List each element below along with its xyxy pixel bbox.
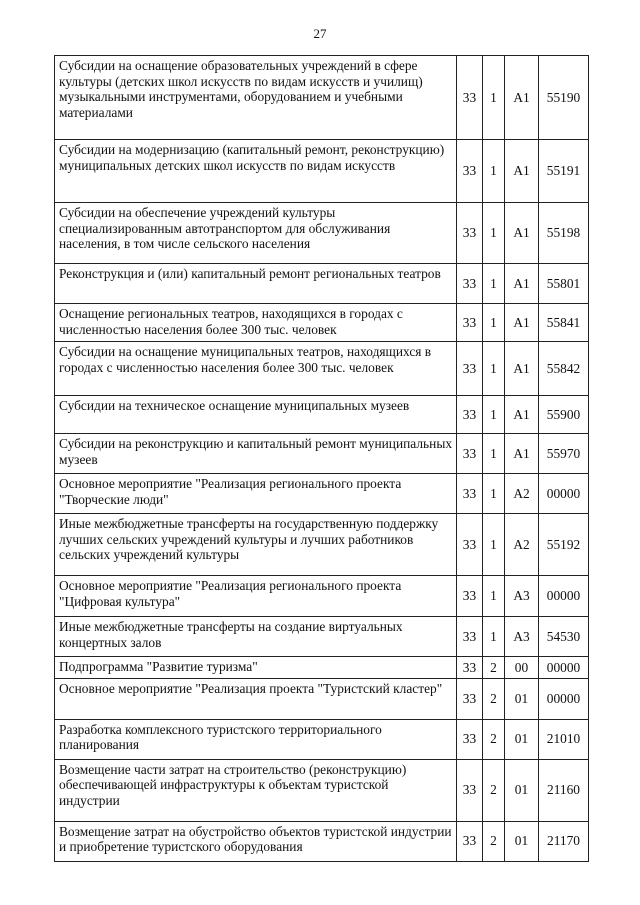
direction-code: 54530 xyxy=(539,617,589,657)
program-code: 33 xyxy=(457,576,483,617)
table-row xyxy=(55,434,589,474)
table-row xyxy=(55,514,589,576)
program-code: 33 xyxy=(457,657,483,679)
direction-code: 21010 xyxy=(539,719,589,759)
table-row xyxy=(55,617,589,657)
direction-code: 00000 xyxy=(539,576,589,617)
program-code: 33 xyxy=(457,474,483,514)
subprogram-code: 1 xyxy=(483,264,505,304)
row-name: Субсидии на техническое оснащение муниципальных музеев xyxy=(55,396,457,434)
program-code: 33 xyxy=(457,434,483,474)
row-name: Основное мероприятие "Реализация проекта "Туристский кластер" xyxy=(55,678,457,719)
row-name: Возмещение части затрат на строительство (реконструкцию) обеспечивающей инфраструктуры к объектам туристской индустрии xyxy=(55,759,457,821)
event-code: A2 xyxy=(505,514,539,576)
table-row xyxy=(55,657,589,679)
event-code: A1 xyxy=(505,56,539,140)
event-code: A2 xyxy=(505,474,539,514)
table-row xyxy=(55,821,589,861)
row-name: Субсидии на реконструкцию и капитальный ремонт муниципальных музеев xyxy=(55,434,457,474)
table-row xyxy=(55,678,589,719)
subprogram-code: 1 xyxy=(483,56,505,140)
event-code: A1 xyxy=(505,342,539,396)
event-code: 01 xyxy=(505,821,539,861)
direction-code: 00000 xyxy=(539,657,589,679)
page-number: 27 xyxy=(313,26,327,41)
direction-code: 21160 xyxy=(539,759,589,821)
event-code: A3 xyxy=(505,576,539,617)
subprogram-code: 2 xyxy=(483,719,505,759)
table-row xyxy=(55,203,589,264)
direction-code: 55842 xyxy=(539,342,589,396)
row-name: Возмещение затрат на обустройство объектов туристской индустрии и приобретение туристского оборудования xyxy=(55,821,457,861)
program-code: 33 xyxy=(457,264,483,304)
event-code: A1 xyxy=(505,140,539,203)
subprogram-code: 1 xyxy=(483,514,505,576)
program-code: 33 xyxy=(457,140,483,203)
table-row xyxy=(55,56,589,140)
subprogram-code: 1 xyxy=(483,617,505,657)
program-code: 33 xyxy=(457,821,483,861)
direction-code: 55191 xyxy=(539,140,589,203)
table-row xyxy=(55,576,589,617)
subprogram-code: 1 xyxy=(483,396,505,434)
subprogram-code: 1 xyxy=(483,304,505,342)
table-row xyxy=(55,759,589,821)
subprogram-code: 2 xyxy=(483,678,505,719)
subprogram-code: 1 xyxy=(483,434,505,474)
event-code: 00 xyxy=(505,657,539,679)
table-row xyxy=(55,140,589,203)
program-code: 33 xyxy=(457,514,483,576)
program-code: 33 xyxy=(457,617,483,657)
row-name: Разработка комплексного туристского территориального планирования xyxy=(55,719,457,759)
table-row xyxy=(55,396,589,434)
row-name: Основное мероприятие "Реализация регионального проекта "Цифровая культура" xyxy=(55,576,457,617)
program-code: 33 xyxy=(457,304,483,342)
table-row xyxy=(55,719,589,759)
row-name: Основное мероприятие "Реализация регионального проекта "Творческие люди" xyxy=(55,474,457,514)
direction-code: 00000 xyxy=(539,474,589,514)
direction-code: 55900 xyxy=(539,396,589,434)
event-code: A1 xyxy=(505,434,539,474)
event-code: A1 xyxy=(505,203,539,264)
program-code: 33 xyxy=(457,396,483,434)
direction-code: 55198 xyxy=(539,203,589,264)
row-name: Субсидии на обеспечение учреждений культуры специализированным автотранспортом для обслуживания населения, в том числе сельского населения xyxy=(55,203,457,264)
direction-code: 21170 xyxy=(539,821,589,861)
program-code: 33 xyxy=(457,203,483,264)
row-name: Иные межбюджетные трансферты на государственную поддержку лучших сельских учреждений культуры и лучших работников сельских учреждений культуры xyxy=(55,514,457,576)
event-code: 01 xyxy=(505,678,539,719)
direction-code: 55801 xyxy=(539,264,589,304)
subprogram-code: 2 xyxy=(483,657,505,679)
budget-classification-table xyxy=(54,55,589,862)
direction-code: 55841 xyxy=(539,304,589,342)
row-name: Субсидии на оснащение муниципальных театров, находящихся в городах с численностью населения более 300 тыс. человек xyxy=(55,342,457,396)
event-code: 01 xyxy=(505,759,539,821)
program-code: 33 xyxy=(457,342,483,396)
table-row xyxy=(55,474,589,514)
direction-code: 55192 xyxy=(539,514,589,576)
table-row xyxy=(55,264,589,304)
subprogram-code: 1 xyxy=(483,576,505,617)
subprogram-code: 1 xyxy=(483,203,505,264)
direction-code: 00000 xyxy=(539,678,589,719)
subprogram-code: 1 xyxy=(483,140,505,203)
direction-code: 55190 xyxy=(539,56,589,140)
subprogram-code: 2 xyxy=(483,821,505,861)
program-code: 33 xyxy=(457,719,483,759)
row-name: Подпрограмма "Развитие туризма" xyxy=(55,657,457,679)
event-code: A1 xyxy=(505,396,539,434)
program-code: 33 xyxy=(457,56,483,140)
program-code: 33 xyxy=(457,759,483,821)
table-row xyxy=(55,342,589,396)
event-code: A1 xyxy=(505,264,539,304)
subprogram-code: 2 xyxy=(483,759,505,821)
event-code: A1 xyxy=(505,304,539,342)
event-code: A3 xyxy=(505,617,539,657)
table-row xyxy=(55,304,589,342)
row-name: Оснащение региональных театров, находящихся в городах с численностью населения более 300 тыс. человек xyxy=(55,304,457,342)
row-name: Субсидии на оснащение образовательных учреждений в сфере культуры (детских школ искусств по видам искусств и училищ) музыкальными инструментами, оборудованием и учебными материалами xyxy=(55,56,457,140)
event-code: 01 xyxy=(505,719,539,759)
subprogram-code: 1 xyxy=(483,342,505,396)
subprogram-code: 1 xyxy=(483,474,505,514)
row-name: Субсидии на модернизацию (капитальный ремонт, реконструкцию) муниципальных детских школ искусств по видам искусств xyxy=(55,140,457,203)
row-name: Реконструкция и (или) капитальный ремонт региональных театров xyxy=(55,264,457,304)
program-code: 33 xyxy=(457,678,483,719)
row-name: Иные межбюджетные трансферты на создание виртуальных концертных залов xyxy=(55,617,457,657)
direction-code: 55970 xyxy=(539,434,589,474)
